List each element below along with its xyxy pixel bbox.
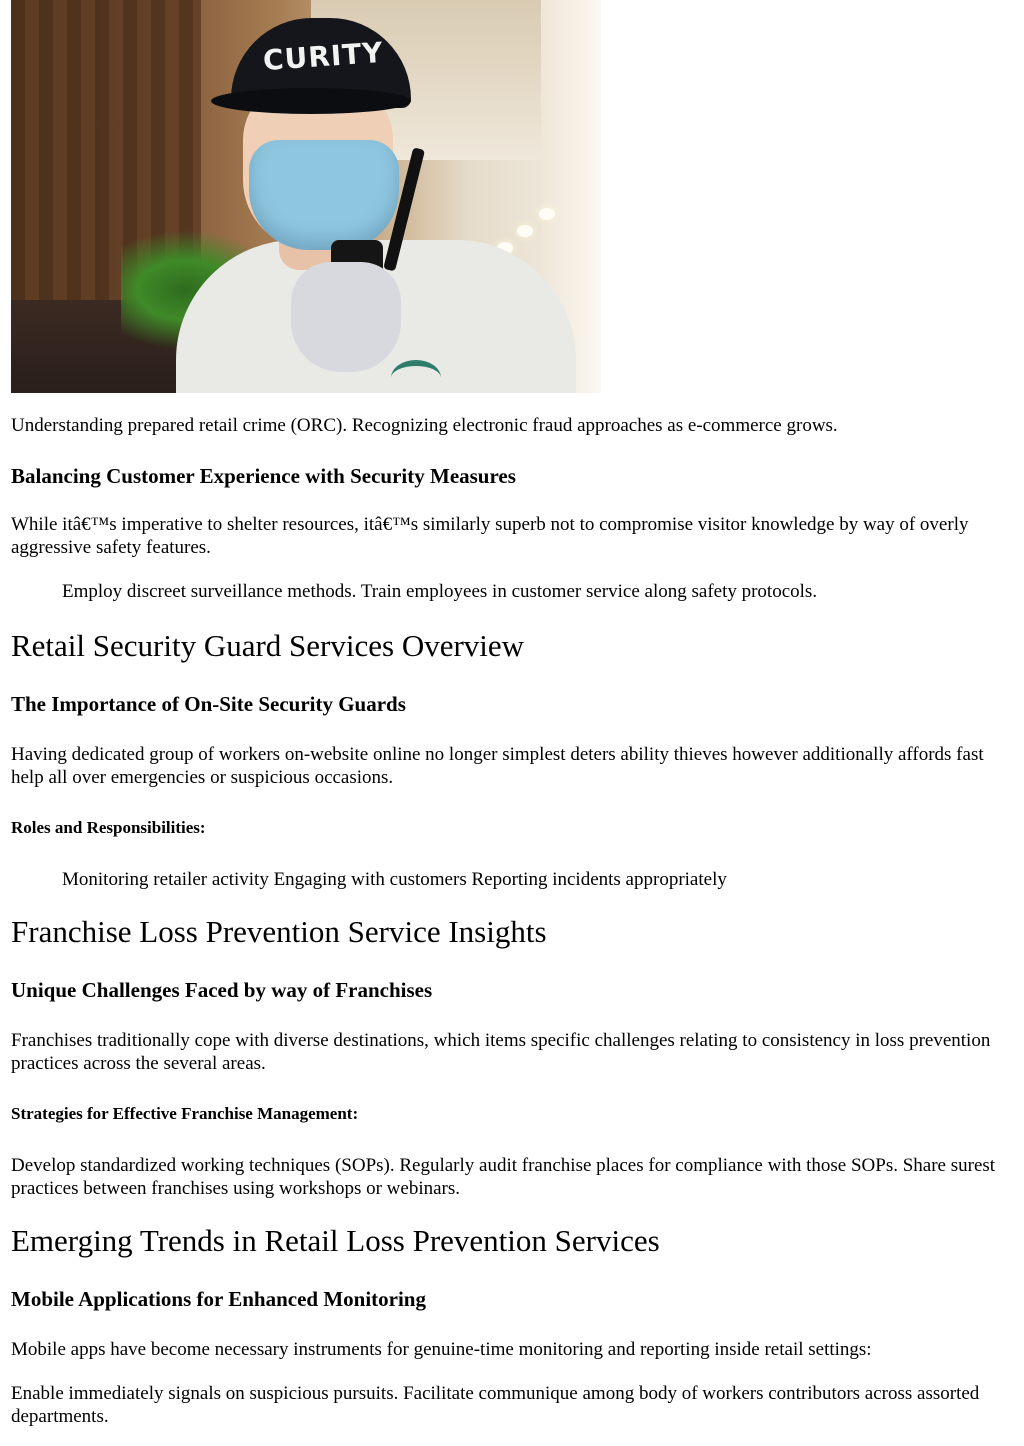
heading-mobile-apps: Mobile Applications for Enhanced Monitoring	[11, 1287, 426, 1311]
heading-importance: The Importance of On-Site Security Guards	[11, 692, 406, 716]
paragraph-importance: Having dedicated group of workers on-website online no longer simplest deters ability thieves however additionally affords fast help all over emergencies or suspicious occasions.	[11, 744, 984, 788]
paragraph-strategies: Develop standardized working techniques (SOPs). Regularly audit franchise places for compliance with those SOPs. Share surest practices between franchises using workshops or webinars.	[11, 1155, 996, 1199]
photo-cap-text: CURITY	[261, 35, 385, 78]
heading-unique-challenges: Unique Challenges Faced by way of Franchises	[11, 978, 433, 1002]
security-guard-photo	[11, 0, 601, 393]
heading-franchise: Franchise Loss Prevention Service Insights	[11, 914, 547, 949]
heading-strategies: Strategies for Effective Franchise Management:	[11, 1104, 359, 1123]
photo-face-mask	[249, 140, 399, 250]
photo-shirt-logo	[391, 360, 441, 393]
heading-guard-services: Retail Security Guard Services Overview	[11, 628, 525, 663]
paragraph-orc: Understanding prepared retail crime (ORC). Recognizing electronic fraud approaches as e-commerce grows.	[11, 415, 838, 436]
paragraph-enable-signals: Enable immediately signals on suspicious pursuits. Facilitate communique among body of workers contributors across assorted departments.	[11, 1383, 980, 1427]
photo-glove	[291, 262, 401, 372]
paragraph-unique-challenges: Franchises traditionally cope with diverse destinations, which items specific challenges relating to consistency in loss prevention practices across the several areas.	[11, 1030, 991, 1074]
photo-light	[517, 225, 533, 237]
paragraph-balancing: While itâ€™s imperative to shelter resources, itâ€™s similarly superb not to compromise visitor knowledge by way of overly aggressive safety features.	[11, 514, 969, 558]
paragraph-mobile-apps: Mobile apps have become necessary instruments for genuine-time monitoring and reporting inside retail settings:	[11, 1339, 872, 1360]
heading-roles: Roles and Responsibilities:	[11, 818, 206, 837]
photo-cap-visor	[211, 88, 411, 114]
heading-emerging-trends: Emerging Trends in Retail Loss Prevention Services	[11, 1223, 660, 1258]
blockquote-balancing: Employ discreet surveillance methods. Train employees in customer service along safety protocols.	[62, 581, 818, 602]
blockquote-roles: Monitoring retailer activity Engaging with customers Reporting incidents appropriately	[62, 869, 727, 890]
heading-balancing: Balancing Customer Experience with Security Measures	[11, 464, 516, 488]
photo-light	[539, 208, 555, 220]
